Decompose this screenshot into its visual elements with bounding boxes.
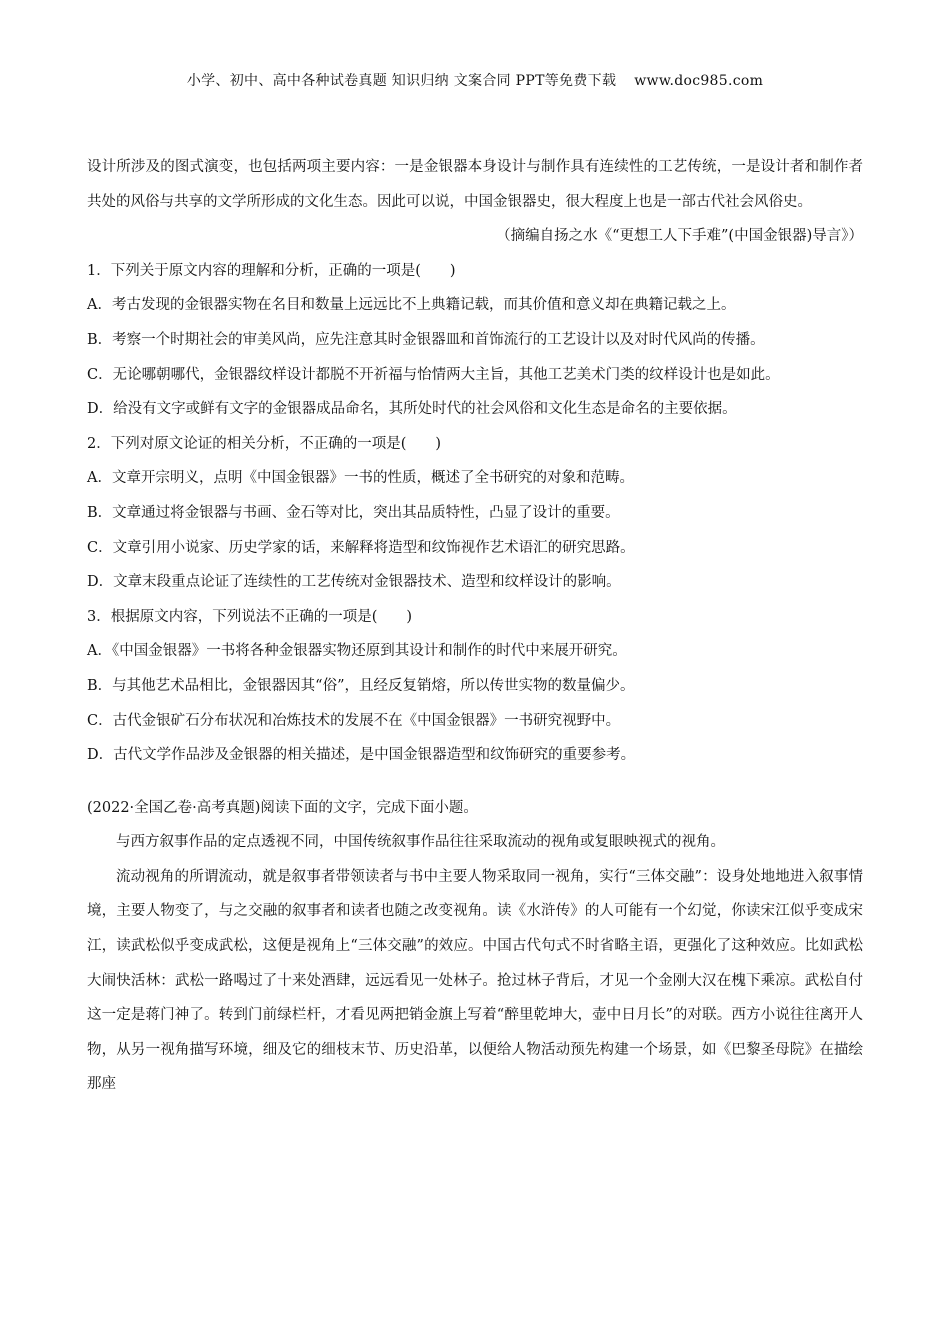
passage-source: （摘编自扬之水《“更想工人下手难”(中国金银器)导言》） (496, 228, 863, 245)
option-c: C．无论哪朝哪代，金银器纹样设计都脱不开祈福与怡情两大主旨，其他工艺美术门类的纹样设计也是如此。 (87, 366, 780, 383)
passage2-paragraph-2: 流动视角的所谓流动，就是叙事者带领读者与书中主要人物采取同一视角，实行“三体交融”：设身处地地进入叙事情境，主要人物变了，与之交融的叙事者和读者也随之改变视角。读《水浒传》的人可能有一个幻觉，你读宋江似乎变成宋江，读武松似乎变成武松，这便是视角上“三体交融”的效应。中国古代句式不时省略主语，更强化了这种效应。比如武松大闹快活林：武松一路喝过了十来处酒肆，远远看见一处林子。抢过林子背后，才见一个金刚大汉在槐下乘凉。武松自付这一定是蒋门神了。转到门前绿栏杆，才看见两把销金旗上写着“醉里乾坤大，壶中日月长”的对联。西方小说往往离开人物，从另一视角描写环境，细及它的细枝末节、历史沿革，以便给人物活动预先构建一个场景，如《巴黎圣母院》在描绘那座 (87, 868, 863, 1093)
question-stem: 3．根据原文内容，下列说法不正确的一项是( ) (87, 608, 413, 625)
header-ad-text: 小学、初中、高中各种试卷真题 知识归纳 文案合同 PPT等免费下载 (186, 73, 617, 89)
question-1 (87, 254, 863, 427)
question-stem: 1．下列关于原文内容的理解和分析，正确的一项是( ) (87, 262, 456, 279)
question-2 (87, 427, 863, 600)
option-a: A．文章开宗明义，点明《中国金银器》一书的性质，概述了全书研究的对象和范畴。 (87, 470, 634, 487)
question-3 (87, 600, 863, 773)
passage2-intro: (2022·全国乙卷·高考真题)阅读下面的文字，完成下面小题。 (87, 799, 478, 816)
section-gap (87, 773, 863, 791)
option-c: C．古代金银矿石分布状况和冶炼技术的发展不在《中国金银器》一书研究视野中。 (87, 712, 621, 729)
passage-paragraph: 设计所涉及的图式演变，也包括两项主要内容：一是金银器本身设计与制作具有连续性的工艺传统，一是设计者和制作者共处的风俗与共享的文学所形成的文化生态。因此可以说，中国金银器史，很大程度上也是一部古代社会风俗史。 (87, 159, 863, 210)
question-stem: 2．下列对原文论证的相关分析，不正确的一项是( ) (87, 435, 442, 452)
option-d: D．古代文学作品涉及金银器的相关描述，是中国金银器造型和纹饰研究的重要参考。 (87, 747, 636, 764)
header-url[interactable]: www.doc985.com (634, 73, 764, 89)
option-d: D．给没有文字或鲜有文字的金银器成品命名，其所处时代的社会风俗和文化生态是命名的主要依据。 (87, 401, 737, 418)
option-d: D．文章末段重点论证了连续性的工艺传统对金银器技术、造型和纹样设计的影响。 (87, 574, 621, 591)
option-c: C．文章引用小说家、历史学家的话，来解释将造型和纹饰视作艺术语汇的研究思路。 (87, 539, 635, 556)
passage2-paragraph-1: 与西方叙事作品的定点透视不同，中国传统叙事作品往往采取流动的视角或复眼映视式的视角。 (116, 834, 725, 851)
option-b: B．文章通过将金银器与书画、金石等对比，突出其品质特性，凸显了设计的重要。 (87, 504, 620, 521)
option-b: B．考察一个时期社会的审美风尚，应先注意其时金银器皿和首饰流行的工艺设计以及对时代风尚的传播。 (87, 331, 765, 348)
page-header (0, 70, 950, 90)
option-a: A．《中国金银器》一书将各种金银器实物还原到其设计和制作的时代中来展开研究。 (87, 643, 627, 660)
option-a: A．考古发现的金银器实物在名目和数量上远远比不上典籍记载，而其价值和意义却在典籍记载之上。 (87, 297, 736, 314)
option-b: B．与其他艺术品相比，金银器因其“俗”，且经反复销熔，所以传世实物的数量偏少。 (87, 677, 635, 694)
document-body (87, 150, 863, 1102)
